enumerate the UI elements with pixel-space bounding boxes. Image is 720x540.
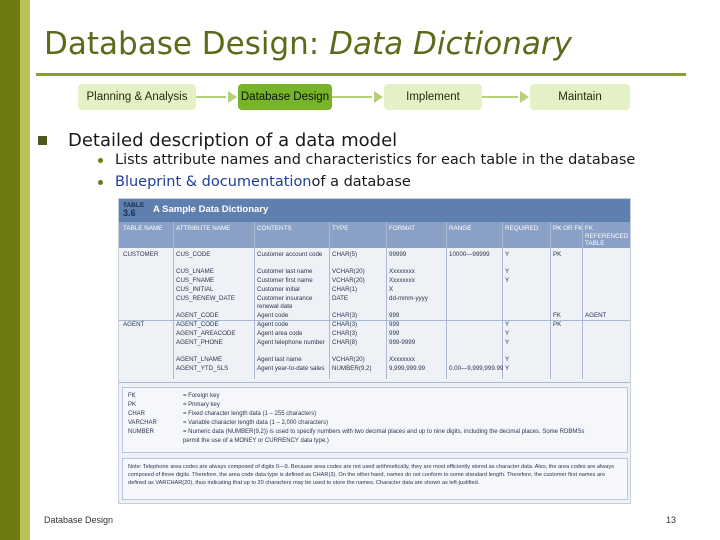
- sub-bullet-1: [98, 152, 635, 168]
- table-cell: Xxxxxxxx: [389, 356, 415, 363]
- table-cell: FK: [553, 312, 561, 319]
- column-header: PK OR FK: [553, 225, 583, 232]
- legend-definition: = Fixed character length data (1 – 255 characters): [183, 411, 317, 417]
- flow-arrow-icon-1: [228, 91, 237, 103]
- flow-connector-2: [332, 96, 372, 98]
- table-cell: AGENT_LNAME: [176, 356, 223, 363]
- column-header: RANGE: [449, 225, 472, 232]
- column-divider: [254, 222, 255, 379]
- legend-definition: = Foreign key: [183, 393, 220, 399]
- table-cell: CHAR(3): [332, 321, 358, 328]
- table-cell: CUS_RENEW_DATE: [176, 295, 236, 302]
- table-cell: 9,999,999.99: [389, 365, 426, 372]
- square-bullet-icon: [38, 136, 47, 145]
- dot-bullet-icon: [98, 158, 103, 163]
- table-cell: 999: [389, 330, 400, 337]
- table-cell: AGENT_PHONE: [176, 339, 223, 346]
- figure-header: [119, 199, 631, 222]
- sub-bullet-2-text: of a database: [311, 174, 411, 190]
- column-divider: [173, 222, 174, 379]
- column-header-row: [119, 222, 631, 248]
- table-cell: CHAR(8): [332, 339, 358, 346]
- table-cell: CUS_CODE: [176, 251, 211, 258]
- table-cell: Customer insurance renewal date: [257, 295, 313, 310]
- table-cell: Customer account code: [257, 251, 323, 258]
- table-cell: Agent code: [257, 321, 289, 328]
- column-header: TABLE NAME: [123, 225, 163, 232]
- left-accent-bar-light: [20, 0, 30, 540]
- legend-term: FK: [128, 393, 136, 399]
- legend-definition: = Numeric data (NUMBER(9,2)) is used to specify numbers with two decimal places and up to nine digits, including the decimal places. Some RDBMSs: [183, 429, 585, 435]
- table-cell: AGENT: [585, 312, 607, 319]
- table-cell: Agent last name: [257, 356, 302, 363]
- legend-term: NUMBER: [128, 429, 155, 435]
- table-cell: dd-mmm-yyyy: [389, 295, 428, 302]
- column-divider: [582, 222, 583, 379]
- abbreviation-legend: [122, 387, 628, 453]
- table-cell: Y: [505, 251, 510, 258]
- table-badge-number: 3.6: [123, 207, 136, 218]
- legend-definition: = Primary key: [183, 402, 220, 408]
- table-cell: CHAR(5): [332, 251, 358, 258]
- step-implement: Implement: [384, 84, 482, 110]
- table-cell: AGENT: [123, 321, 145, 328]
- table-cell: Xxxxxxxx: [389, 277, 415, 284]
- title-underline: [36, 73, 686, 76]
- table-cell: VCHAR(20): [332, 277, 365, 284]
- table-cell: 999: [389, 321, 400, 328]
- column-header: FORMAT: [389, 225, 416, 232]
- column-header: REQUIRED: [505, 225, 539, 232]
- table-cell: AGENT_CODE: [176, 312, 219, 319]
- legend-term: PK: [128, 402, 137, 408]
- table-cell: 999: [389, 312, 400, 319]
- main-bullet-text: Detailed description of a data model: [68, 130, 398, 151]
- left-accent-bar: [0, 0, 20, 540]
- table-cell: AGENT_CODE: [176, 321, 219, 328]
- table-cell: Agent code: [257, 312, 289, 319]
- table-cell: AGENT_AREACODE: [176, 330, 236, 337]
- legend-definition: = Variable character length data (1 – 2,000 characters): [183, 420, 329, 426]
- table-cell: CUS_LNAME: [176, 268, 214, 275]
- table-cell: CUS_FNAME: [176, 277, 215, 284]
- legend-term: VARCHAR: [128, 420, 157, 426]
- slide-title-main: Database Design:: [44, 26, 330, 62]
- table-cell: Agent area code: [257, 330, 303, 337]
- note-text: Note: Telephone area codes are always composed of digits 0—9. Because area codes are not used arithmetically, they are most efficiently stored as character data. Also, the area codes are always composed of three digits. Therefore, the area code data type is defined as CHAR(3). On the other hand, names do not conform to some standard length. Therefore, the customer first names are defined as VARCHAR(20), thus indicating that up to 20 characters may be used to store the names. Character data are shown as left-justified.: [128, 464, 614, 486]
- column-header: ATTRIBUTE NAME: [176, 225, 231, 232]
- table-cell: 0.00—9,999,999.99: [449, 365, 504, 372]
- table-cell: DATE: [332, 295, 349, 302]
- flow-connector-3: [482, 96, 518, 98]
- row-divider: [119, 320, 631, 321]
- column-divider: [550, 222, 551, 379]
- table-cell: Y: [505, 268, 510, 275]
- table-cell: Agent year-to-date sales: [257, 365, 325, 372]
- sub-bullet-1-text: Lists attribute names and characteristics for each table in the database: [115, 152, 636, 168]
- slide-title: [44, 26, 572, 62]
- main-bullet: [38, 130, 397, 151]
- column-header: CONTENTS: [257, 225, 292, 232]
- table-badge-label: TABLE: [123, 202, 145, 209]
- flow-arrow-icon-2: [374, 91, 383, 103]
- slide-title-sub: Data Dictionary: [329, 26, 572, 62]
- column-header: FK REFERENCED TABLE: [585, 225, 629, 247]
- column-header: TYPE: [332, 225, 349, 232]
- table-cell: CHAR(3): [332, 330, 358, 337]
- step-database-design: Database Design: [238, 84, 332, 110]
- table-cell: AGENT_YTD_SLS: [176, 365, 229, 372]
- table-cell: 10000—99999: [449, 251, 490, 258]
- flow-arrow-icon-3: [520, 91, 529, 103]
- process-flow: [78, 84, 633, 110]
- page-number: 13: [666, 515, 677, 525]
- legend-term: CHAR: [128, 411, 146, 417]
- flow-connector-1: [196, 96, 226, 98]
- table-cell: Y: [505, 277, 510, 284]
- table-cell: Y: [505, 365, 510, 372]
- table-cell: Customer initial: [257, 286, 300, 293]
- table-cell: 99999: [389, 251, 407, 258]
- table-cell: 999-9999: [389, 339, 416, 346]
- footer-title: Database Design: [44, 515, 114, 525]
- table-cell: Customer last name: [257, 268, 313, 275]
- column-divider: [446, 222, 447, 379]
- table-cell: VCHAR(20): [332, 356, 365, 363]
- table-badge: [123, 202, 144, 217]
- table-cell: VCHAR(20): [332, 268, 365, 275]
- step-maintain: Maintain: [530, 84, 630, 110]
- column-divider: [386, 222, 387, 379]
- table-cell: Y: [505, 321, 510, 328]
- table-cell: X: [389, 286, 394, 293]
- table-cell: Y: [505, 330, 510, 337]
- table-cell: PK: [553, 251, 562, 258]
- table-cell: CHAR(1): [332, 286, 358, 293]
- table-cell: CHAR(3): [332, 312, 358, 319]
- table-cell: Agent telephone number: [257, 339, 325, 346]
- table-cell: CUS_INITIAL: [176, 286, 214, 293]
- table-cell: Y: [505, 339, 510, 346]
- step-planning-analysis: Planning & Analysis: [78, 84, 196, 110]
- table-cell: PK: [553, 321, 562, 328]
- figure-title: A Sample Data Dictionary: [153, 204, 269, 215]
- table-cell: Customer first name: [257, 277, 313, 284]
- row-divider: [119, 382, 631, 383]
- column-divider: [502, 222, 503, 379]
- table-cell: Y: [505, 356, 510, 363]
- table-cell: NUMBER(9,2): [332, 365, 372, 372]
- data-dictionary-figure: [118, 198, 631, 504]
- sub-bullet-2-highlight: Blueprint & documentation: [115, 174, 312, 190]
- dot-bullet-icon: [98, 180, 103, 185]
- legend-definition: permit the use of a MONEY or CURRENCY data type.): [183, 438, 329, 444]
- note-box: [122, 458, 628, 500]
- sub-bullet-2: [98, 174, 411, 190]
- table-cell: CUSTOMER: [123, 251, 159, 258]
- table-cell: Xxxxxxxx: [389, 268, 415, 275]
